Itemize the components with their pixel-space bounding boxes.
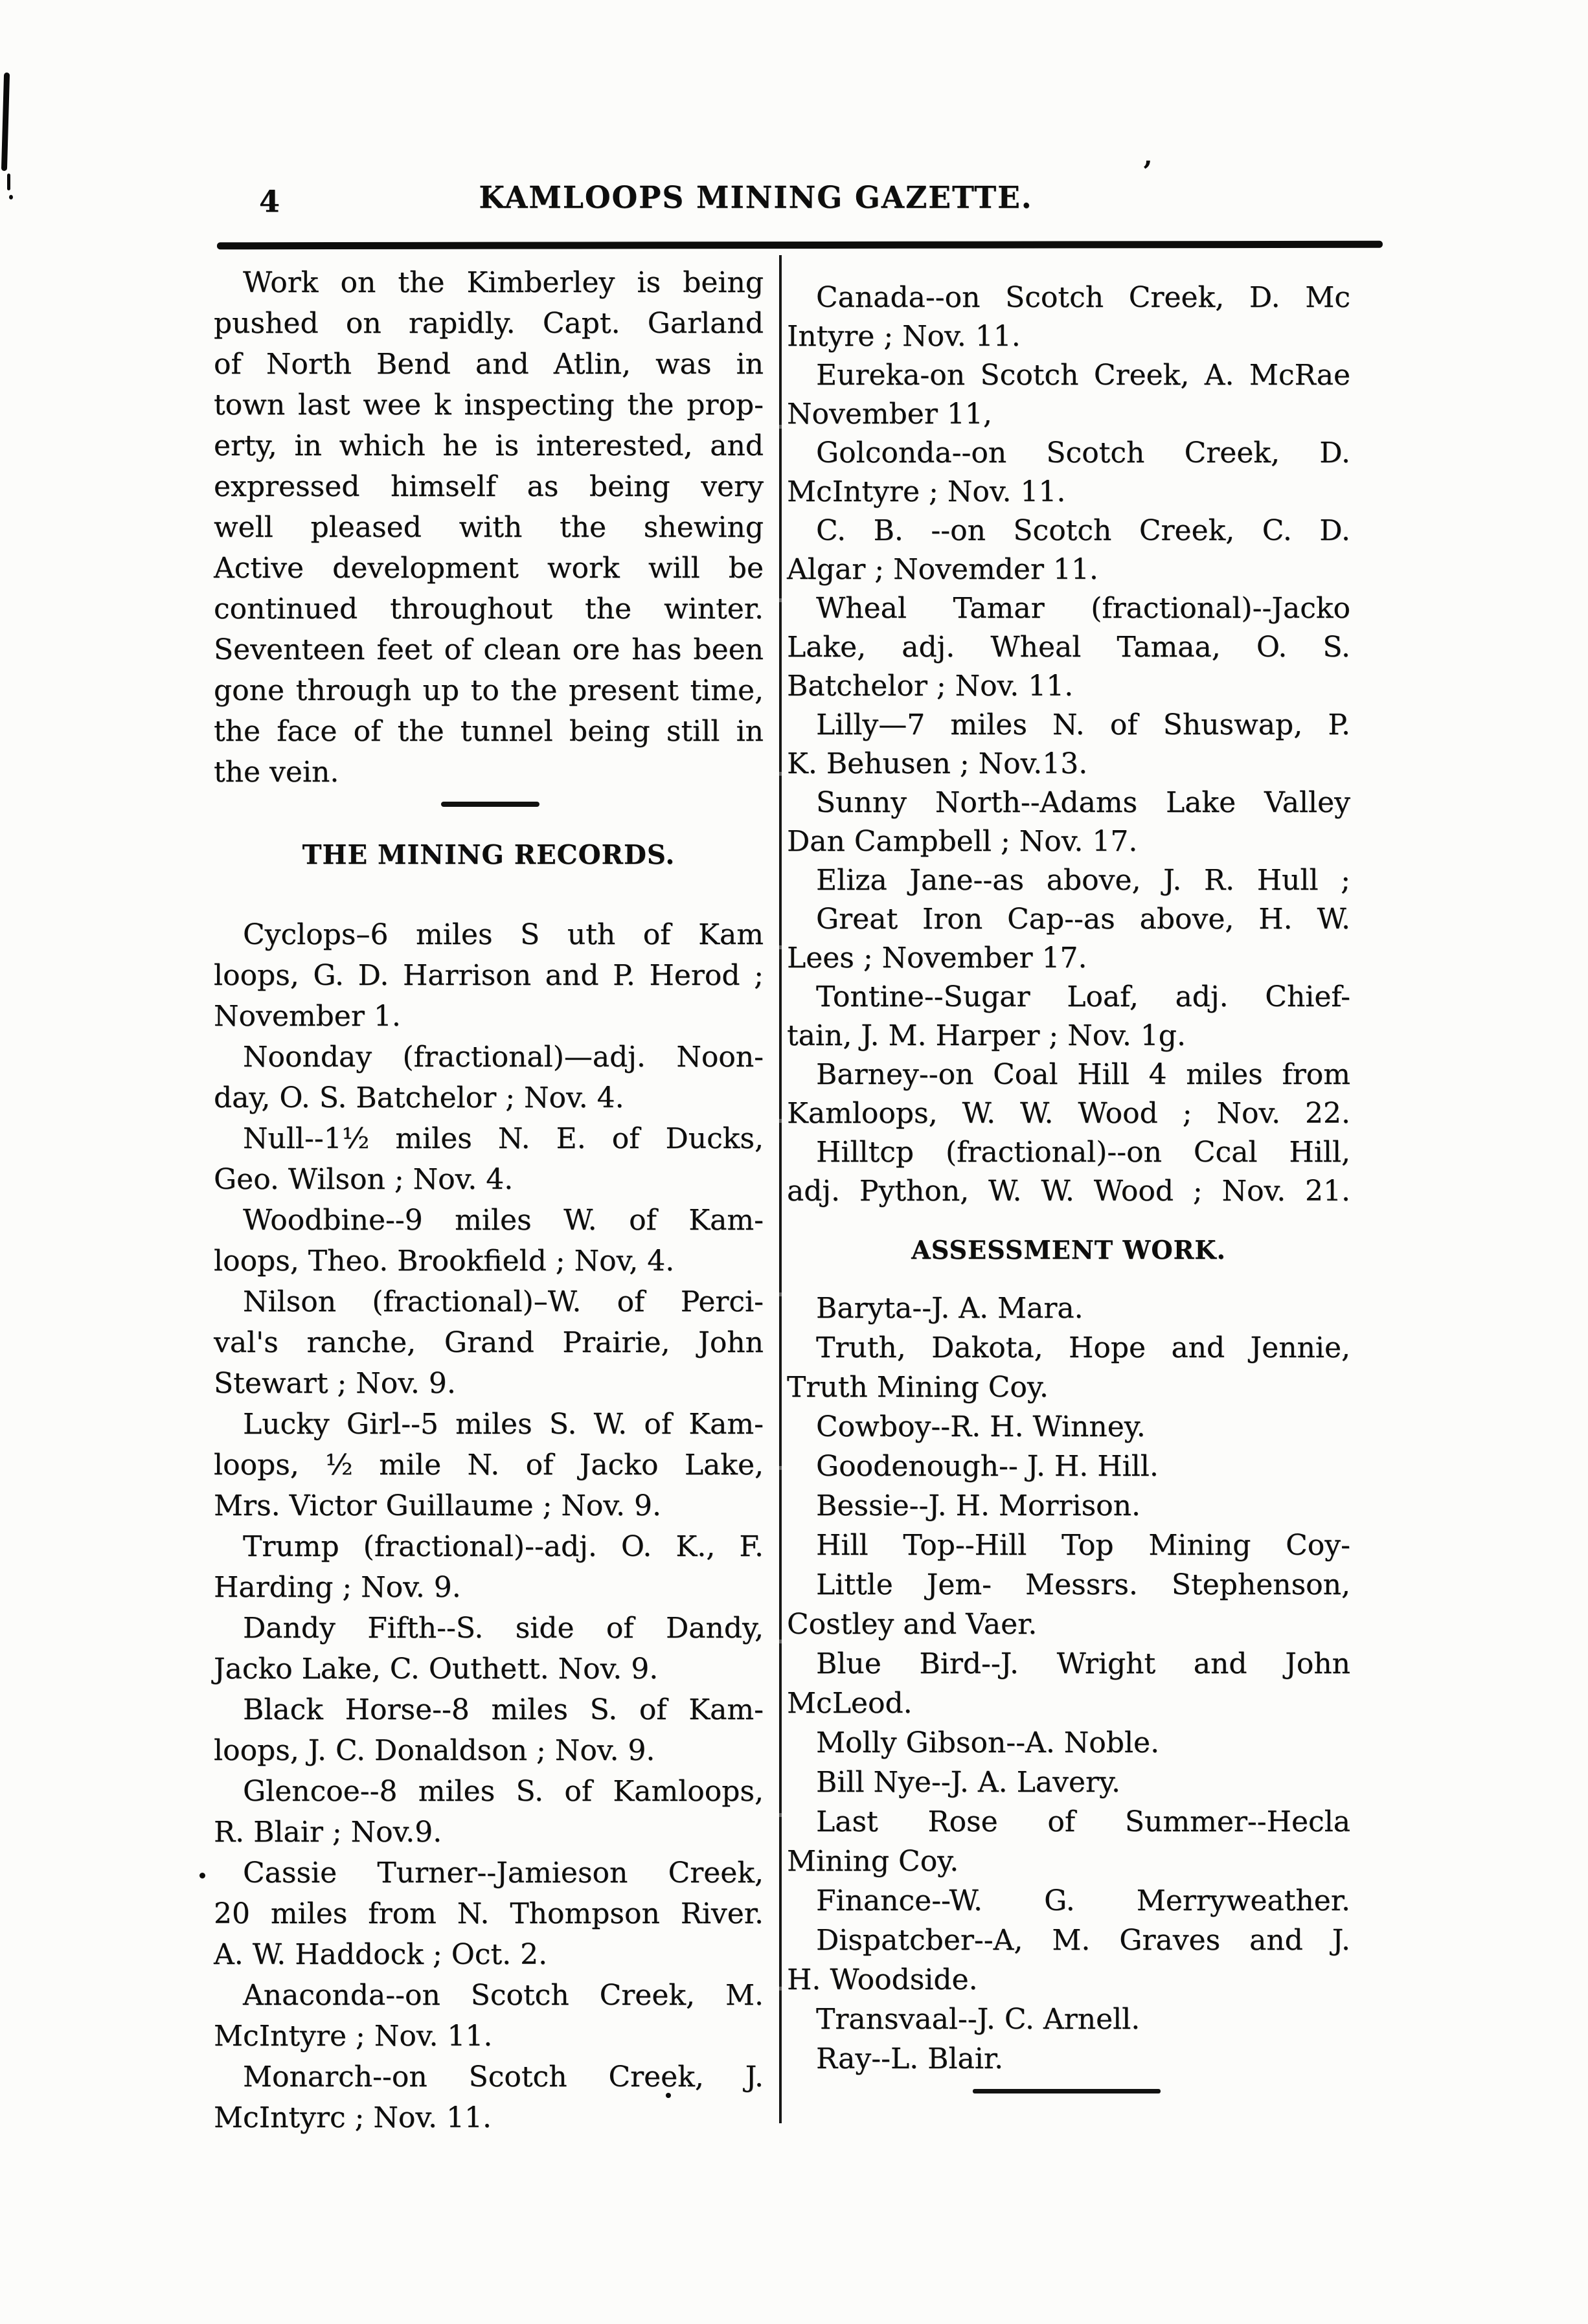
text-line: C. B. --on Scotch Creek, C. D. (816, 514, 1350, 547)
text-line: Lees ; November 17. (787, 942, 1087, 975)
text-line: Active development work will be (214, 552, 764, 585)
text-line: val's ranche, Grand Prairie, John (214, 1326, 764, 1359)
text-line: loops, Theo. Brookfield ; Nov, 4. (214, 1245, 675, 1278)
text-line: Great Iron Cap--as above, H. W. (816, 903, 1350, 936)
text-line: town last wee k inspecting the prop- (214, 389, 764, 422)
text-line: Hilltcp (fractional)--on Ccal Hill, (816, 1136, 1350, 1169)
page-number: 4 (259, 184, 280, 219)
text-line: McIntyrc ; Nov. 11. (214, 2101, 492, 2134)
text-line: R. Blair ; Nov.9. (214, 1816, 442, 1849)
masthead-title: KAMLOOPS MINING GAZETTE. (479, 180, 1033, 216)
text-line: Eliza Jane--as above, J. R. Hull ; (816, 864, 1350, 897)
assessment-work-list (787, 1289, 1350, 2079)
column-divider-rule (779, 255, 782, 2123)
text-line: Truth Mining Coy. (787, 1371, 1049, 1404)
text-line: Eureka-on Scotch Creek, A. McRae (816, 359, 1350, 392)
text-line: Dandy Fifth--S. side of Dandy, (243, 1612, 764, 1645)
section-divider-rule (441, 802, 539, 807)
text-line: Black Horse--8 miles S. of Kam- (243, 1693, 764, 1726)
text-line: continued throughout the winter. (214, 592, 764, 626)
text-line: Mrs. Victor Guillaume ; Nov. 9. (214, 1489, 661, 1522)
text-line: Noonday (fractional)—adj. Noon- (243, 1041, 764, 1074)
ink-smudge-stroke (1, 73, 10, 171)
text-line: Batchelor ; Nov. 11. (787, 670, 1074, 703)
right-column (787, 278, 1350, 2093)
text-line: Little Jem- Messrs. Stephenson, (816, 1568, 1350, 1601)
text-line: Nilson (fractional)–W. of Perci- (243, 1285, 764, 1318)
text-line: erty, in which he is interested, and (214, 429, 764, 462)
text-line: Algar ; Novemder 11. (787, 553, 1098, 586)
text-line: well pleased with the shewing (214, 511, 764, 544)
text-line: K. Behusen ; Nov.13. (787, 747, 1088, 780)
text-line: Wheal Tamar (fractional)--Jacko (816, 592, 1350, 625)
text-line: 20 miles from N. Thompson River. (214, 1897, 764, 1930)
end-of-column-rule (973, 2089, 1161, 2093)
text-line: loops, J. C. Donaldson ; Nov. 9. (214, 1734, 655, 1767)
text-line: Cowboy--R. H. Winney. (816, 1410, 1146, 1443)
text-line: Finance--W. G. Merryweather. (816, 1884, 1350, 1917)
text-line: McIntyre ; Nov. 11. (787, 475, 1066, 508)
text-line: Seventeen feet of clean ore has been (214, 633, 764, 666)
text-line: Dispatcber--A, M. Graves and J. (816, 1924, 1350, 1957)
left-column (214, 262, 764, 2138)
text-line: adj. Python, W. W. Wood ; Nov. 21. (787, 1175, 1350, 1208)
text-line: Lake, adj. Wheal Tamaa, O. S. (787, 631, 1350, 664)
text-line: Harding ; Nov. 9. (214, 1571, 461, 1604)
text-line: Null--1½ miles N. E. of Ducks, (243, 1122, 764, 1155)
text-line: Monarch--on Scotch Creek, J. (243, 2060, 764, 2093)
text-line: loops, G. D. Harrison and P. Herod ; (214, 959, 764, 992)
text-line: Lucky Girl--5 miles S. W. of Kam- (243, 1408, 764, 1441)
text-line: Costley and Vaer. (787, 1608, 1038, 1641)
text-line: November 11, (787, 398, 992, 431)
text-line: Truth, Dakota, Hope and Jennie, (816, 1331, 1350, 1364)
text-line: Tontine--Sugar Loaf, adj. Chief- (816, 980, 1350, 1013)
text-line: Ray--L. Blair. (816, 2042, 1004, 2075)
text-line: Last Rose of Summer--Hecla (816, 1805, 1350, 1838)
ink-speck: ’ (1142, 155, 1153, 188)
text-line: Barney--on Coal Hill 4 miles from (816, 1058, 1350, 1091)
text-line: Kamloops, W. W. Wood ; Nov. 22. (787, 1097, 1350, 1130)
assessment-work-heading: ASSESSMENT WORK. (911, 1235, 1226, 1265)
text-line: pushed on rapidly. Capt. Garland (214, 307, 764, 340)
text-line: Woodbine--9 miles W. of Kam- (243, 1204, 764, 1237)
text-line: Goodenough-- J. H. Hill. (816, 1450, 1159, 1483)
text-line: McIntyre ; Nov. 11. (214, 2020, 493, 2053)
text-line: loops, ½ mile N. of Jacko Lake, (214, 1449, 764, 1482)
text-line: H. Woodside. (787, 1963, 978, 1996)
text-line: Geo. Wilson ; Nov. 4. (214, 1163, 514, 1196)
text-line: of North Bend and Atlin, was in (214, 348, 764, 381)
text-line: McLeod. (787, 1687, 913, 1720)
text-line: the face of the tunnel being still in (214, 715, 764, 748)
mining-records-heading: THE MINING RECORDS. (302, 839, 675, 870)
text-line: Molly Gibson--A. Noble. (816, 1726, 1160, 1759)
text-line: Glencoe--8 miles S. of Kamloops, (243, 1775, 764, 1808)
text-line: day, O. S. Batchelor ; Nov. 4. (214, 1081, 624, 1114)
ink-speck (9, 195, 13, 199)
text-line: Mining Coy. (787, 1845, 959, 1878)
text-line: Jacko Lake, C. Outhett. Nov. 9. (214, 1653, 659, 1686)
text-line: Hill Top--Hill Top Mining Coy- (816, 1529, 1350, 1562)
text-line: Anaconda--on Scotch Creek, M. (243, 1979, 764, 2012)
header-rule (217, 241, 1383, 250)
text-line: Cyclops–6 miles S uth of Kam (243, 918, 764, 951)
ink-speck (199, 1873, 205, 1878)
text-line: Baryta--J. A. Mara. (816, 1292, 1083, 1325)
text-line: Sunny North--Adams Lake Valley (816, 786, 1350, 819)
text-line: Dan Campbell ; Nov. 17. (787, 825, 1138, 858)
text-line: Canada--on Scotch Creek, D. Mc (816, 281, 1350, 314)
intro-paragraph (214, 262, 764, 793)
text-line: Blue Bird--J. Wright and John (816, 1647, 1350, 1680)
text-line: A. W. Haddock ; Oct. 2. (214, 1938, 548, 1971)
ink-smudge-stroke (7, 174, 10, 190)
text-line: November 1. (214, 1000, 401, 1033)
text-line: Transvaal--J. C. Arnell. (816, 2003, 1140, 2036)
text-line: Lilly—7 miles N. of Shuswap, P. (816, 708, 1350, 741)
text-line: Cassie Turner--Jamieson Creek, (243, 1856, 764, 1890)
text-line: Bill Nye--J. A. Lavery. (816, 1766, 1120, 1799)
mining-records-list-continued (787, 278, 1350, 1211)
text-line: the vein. (214, 756, 339, 789)
text-line: Stewart ; Nov. 9. (214, 1367, 456, 1400)
text-line: Trump (fractional)--adj. O. K., F. (243, 1530, 764, 1563)
text-line: Golconda--on Scotch Creek, D. (816, 436, 1350, 469)
text-line: Work on the Kimberley is being (243, 266, 764, 299)
text-line: tain, J. M. Harper ; Nov. 1g. (787, 1019, 1186, 1052)
mining-records-list (214, 914, 764, 2138)
text-line: Bessie--J. H. Morrison. (816, 1489, 1140, 1522)
text-line: Intyre ; Nov. 11. (787, 320, 1021, 353)
text-line: expressed himself as being very (214, 470, 764, 503)
text-line: gone through up to the present time, (214, 674, 764, 707)
